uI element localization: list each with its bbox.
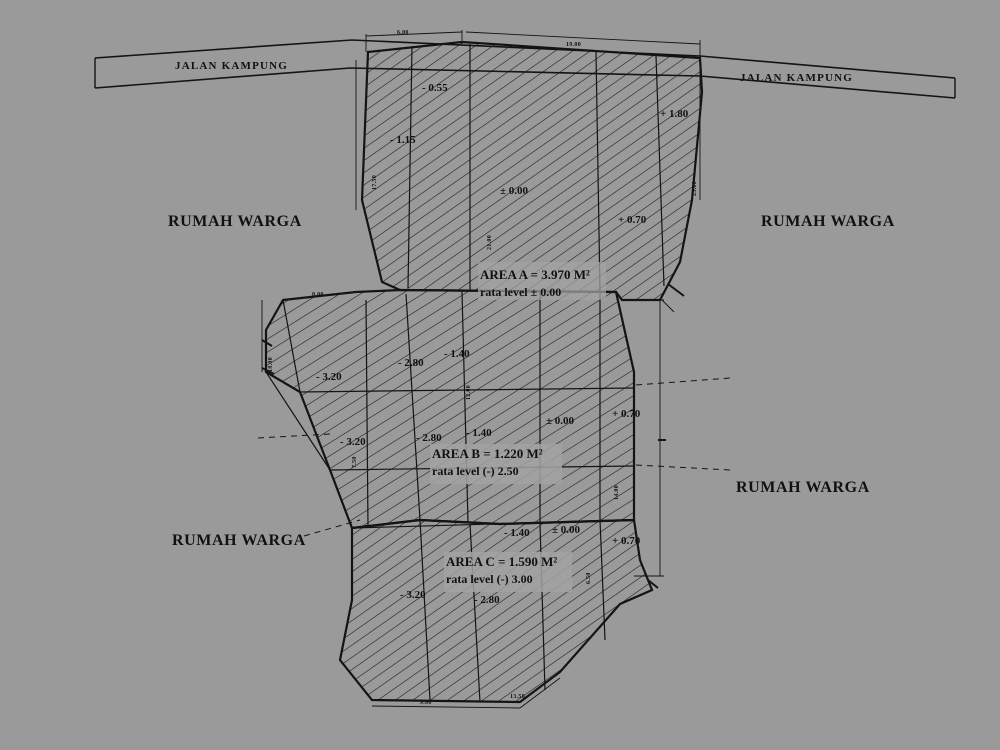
level-c-right: + 0.70 (612, 535, 641, 547)
level-c-bottom-mid: - 2.80 (474, 594, 500, 606)
dim-a-inner-1: 21.00 (487, 235, 493, 250)
dim-left-upper: 17.50 (372, 175, 378, 190)
area-a-label (480, 266, 590, 300)
rumah-warga-top-right-label: RUMAH WARGA (761, 213, 895, 230)
level-a-right: + 0.70 (618, 214, 647, 226)
area-b-title: AREA B = 1.220 M² (432, 446, 543, 461)
area-c-subtitle: rata level (-) 3.00 (446, 571, 533, 586)
dim-left-mid: 18.00 (268, 357, 274, 372)
dim-c-right: 6.50 (586, 572, 592, 584)
level-b-top-2: - 1.40 (444, 348, 470, 360)
area-b-subtitle: rata level (-) 2.50 (432, 463, 519, 478)
level-b-mid-2: - 1.40 (466, 427, 492, 439)
dim-top-left: 6.00 (397, 30, 409, 36)
dim-b-left: 7.50 (352, 456, 358, 468)
dim-right-upper: 23.00 (692, 181, 698, 196)
level-b-center: ± 0.00 (546, 415, 575, 427)
dim-top-right: 19.00 (566, 42, 581, 48)
level-a-top-1: - 0.55 (422, 82, 448, 94)
jalan-kampung-left-label: JALAN KAMPUNG (175, 60, 289, 72)
dim-b-top: 8.00 (312, 292, 324, 298)
area-c-label (446, 553, 557, 587)
area-c-title: AREA C = 1.590 M² (446, 554, 558, 569)
area-c-polygon (340, 520, 652, 702)
level-b-left: - 3.20 (316, 371, 342, 383)
level-b-right: + 0.70 (612, 408, 641, 420)
level-c-bottom-left: - 3.20 (400, 589, 426, 601)
rumah-warga-top-left-label: RUMAH WARGA (168, 213, 302, 230)
dim-a-inner-2: 12.00 (466, 385, 472, 400)
dim-c-bottom-2: 13.50 (510, 694, 525, 700)
area-b-polygon (266, 290, 634, 528)
jalan-kampung-right-label: JALAN KAMPUNG (740, 72, 854, 84)
level-a-right-top: + 1.80 (660, 108, 689, 120)
rumah-warga-middle-right-label: RUMAH WARGA (736, 479, 870, 496)
level-a-center: ± 0.00 (500, 185, 529, 197)
area-a-subtitle: rata level ± 0.00 (480, 284, 562, 299)
level-b-top-1: - 2.80 (398, 357, 424, 369)
level-b-mid-1: - 2.80 (416, 432, 442, 444)
area-a-polygon (362, 42, 702, 300)
level-c-1: - 1.40 (504, 527, 530, 539)
rumah-warga-bottom-left-label: RUMAH WARGA (172, 532, 306, 549)
area-b-label (432, 445, 543, 479)
level-b-mid-left: - 3.20 (340, 436, 366, 448)
area-a-title: AREA A = 3.970 M² (480, 267, 590, 282)
level-c-center: ± 0.00 (552, 524, 581, 536)
dim-b-inner: 14.00 (614, 485, 620, 500)
dim-c-bottom-1: 9.00 (420, 700, 432, 706)
level-a-top-2: - 1.15 (390, 134, 416, 146)
